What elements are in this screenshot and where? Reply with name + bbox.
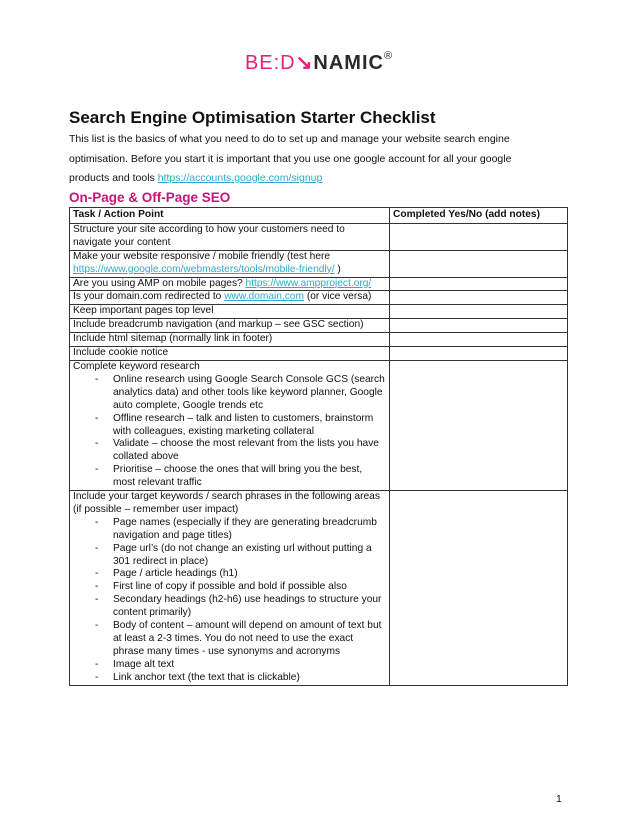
task-text-after: (or vice versa) [304, 291, 372, 303]
list-item: - First line of copy if possible and bold if possible also [95, 581, 386, 594]
header-task: Task / Action Point [70, 208, 390, 224]
table-row [70, 223, 568, 250]
list-item: - Page / article headings (h1) [95, 568, 386, 581]
completed-cell[interactable] [390, 347, 568, 361]
list-item: - Page url’s (do not change an existing url without putting a 301 redirect in place) [95, 543, 386, 569]
list-item: - Body of content – amount will depend on amount of text but at least a 2-3 times. You do not need to use the exact phrase many times - use synonyms and acronyms [95, 620, 386, 659]
task-text: Complete keyword research [73, 360, 200, 372]
table-row [70, 360, 568, 490]
completed-cell[interactable] [390, 305, 568, 319]
header-completed: Completed Yes/No (add notes) [390, 208, 568, 224]
section-title: On-Page & Off-Page SEO [69, 190, 231, 205]
document-title: Search Engine Optimisation Starter Checklist [69, 108, 436, 127]
intro-signup-link[interactable]: https://accounts.google.com/signup [157, 172, 323, 184]
task-cell [70, 319, 390, 333]
task-sublist [73, 517, 386, 685]
table-row [70, 319, 568, 333]
completed-cell[interactable] [390, 250, 568, 277]
list-item: - Secondary headings (h2-h6) use headings to structure your content primarily) [95, 594, 386, 620]
task-cell [70, 491, 390, 686]
task-cell [70, 250, 390, 277]
task-text: Include html sitemap (normally link in footer) [73, 333, 273, 345]
logo-part-namic: NAMIC [313, 52, 384, 74]
table-row [70, 250, 568, 277]
list-item: - Link anchor text (the text that is clickable) [95, 672, 386, 685]
logo-arrow-icon: ↘ [295, 52, 314, 74]
table-header-row [70, 208, 568, 224]
task-cell [70, 223, 390, 250]
task-text: Are you using AMP on mobile pages? [73, 277, 246, 289]
completed-cell[interactable] [390, 491, 568, 686]
intro-paragraph [69, 130, 549, 189]
completed-cell[interactable] [390, 319, 568, 333]
task-text: Keep important pages top level [73, 305, 214, 317]
table-row [70, 491, 568, 686]
list-item: - Prioritise – choose the ones that will bring you the best, most relevant traffic [95, 464, 386, 490]
brand-logo [0, 50, 638, 75]
intro-text: This list is the basics of what you need to do to set up and manage your website search engine optimisation. Before you start it is important that you use one google account for all your google products and tools [69, 133, 512, 184]
list-item: - Online research using Google Search Console GCS (search analytics data) and other tools like keyword planner, Google auto complete, Google trends etc [95, 374, 386, 413]
list-item: - Page names (especially if they are generating breadcrumb navigation and page titles) [95, 517, 386, 543]
task-text: Is your domain.com redirected to [73, 291, 225, 303]
logo-registered-mark: ® [383, 50, 394, 62]
task-text: Structure your site according to how your customers need to navigate your content [73, 223, 345, 248]
table-row [70, 347, 568, 361]
table-row [70, 333, 568, 347]
checklist-table [69, 207, 568, 686]
task-cell [70, 291, 390, 305]
task-text: Include cookie notice [73, 347, 169, 359]
task-link[interactable]: www.domain.com [224, 291, 305, 303]
list-item: - Validate – choose the most relevant from the lists you have collated above [95, 438, 386, 464]
list-item: - Image alt text [95, 659, 386, 672]
table-row [70, 305, 568, 319]
table-row [70, 277, 568, 291]
task-cell [70, 305, 390, 319]
completed-cell[interactable] [390, 333, 568, 347]
task-cell [70, 347, 390, 361]
logo-part-colon-d: :D [273, 52, 296, 74]
task-link[interactable]: https://www.google.com/webmasters/tools/mobile-friendly/ [73, 263, 335, 275]
logo-part-be: BE [244, 52, 274, 74]
task-cell [70, 333, 390, 347]
task-text: Make your website responsive / mobile friendly (test here [73, 250, 331, 262]
list-item: - Offline research – talk and listen to customers, brainstorm with colleagues, existing marketing collateral [95, 413, 386, 439]
task-link[interactable]: https://www.ampproject.org/ [245, 277, 372, 289]
task-text: Include your target keywords / search phrases in the following areas (if possible – remember user impact) [73, 491, 380, 515]
completed-cell[interactable] [390, 291, 568, 305]
page-number: 1 [556, 793, 562, 805]
completed-cell[interactable] [390, 360, 568, 490]
task-cell [70, 360, 390, 490]
completed-cell[interactable] [390, 277, 568, 291]
task-text-after: ) [334, 263, 341, 275]
task-cell [70, 277, 390, 291]
completed-cell[interactable] [390, 223, 568, 250]
table-row [70, 291, 568, 305]
task-sublist [73, 374, 386, 490]
task-text: Include breadcrumb navigation (and markup – see GSC section) [73, 319, 364, 331]
